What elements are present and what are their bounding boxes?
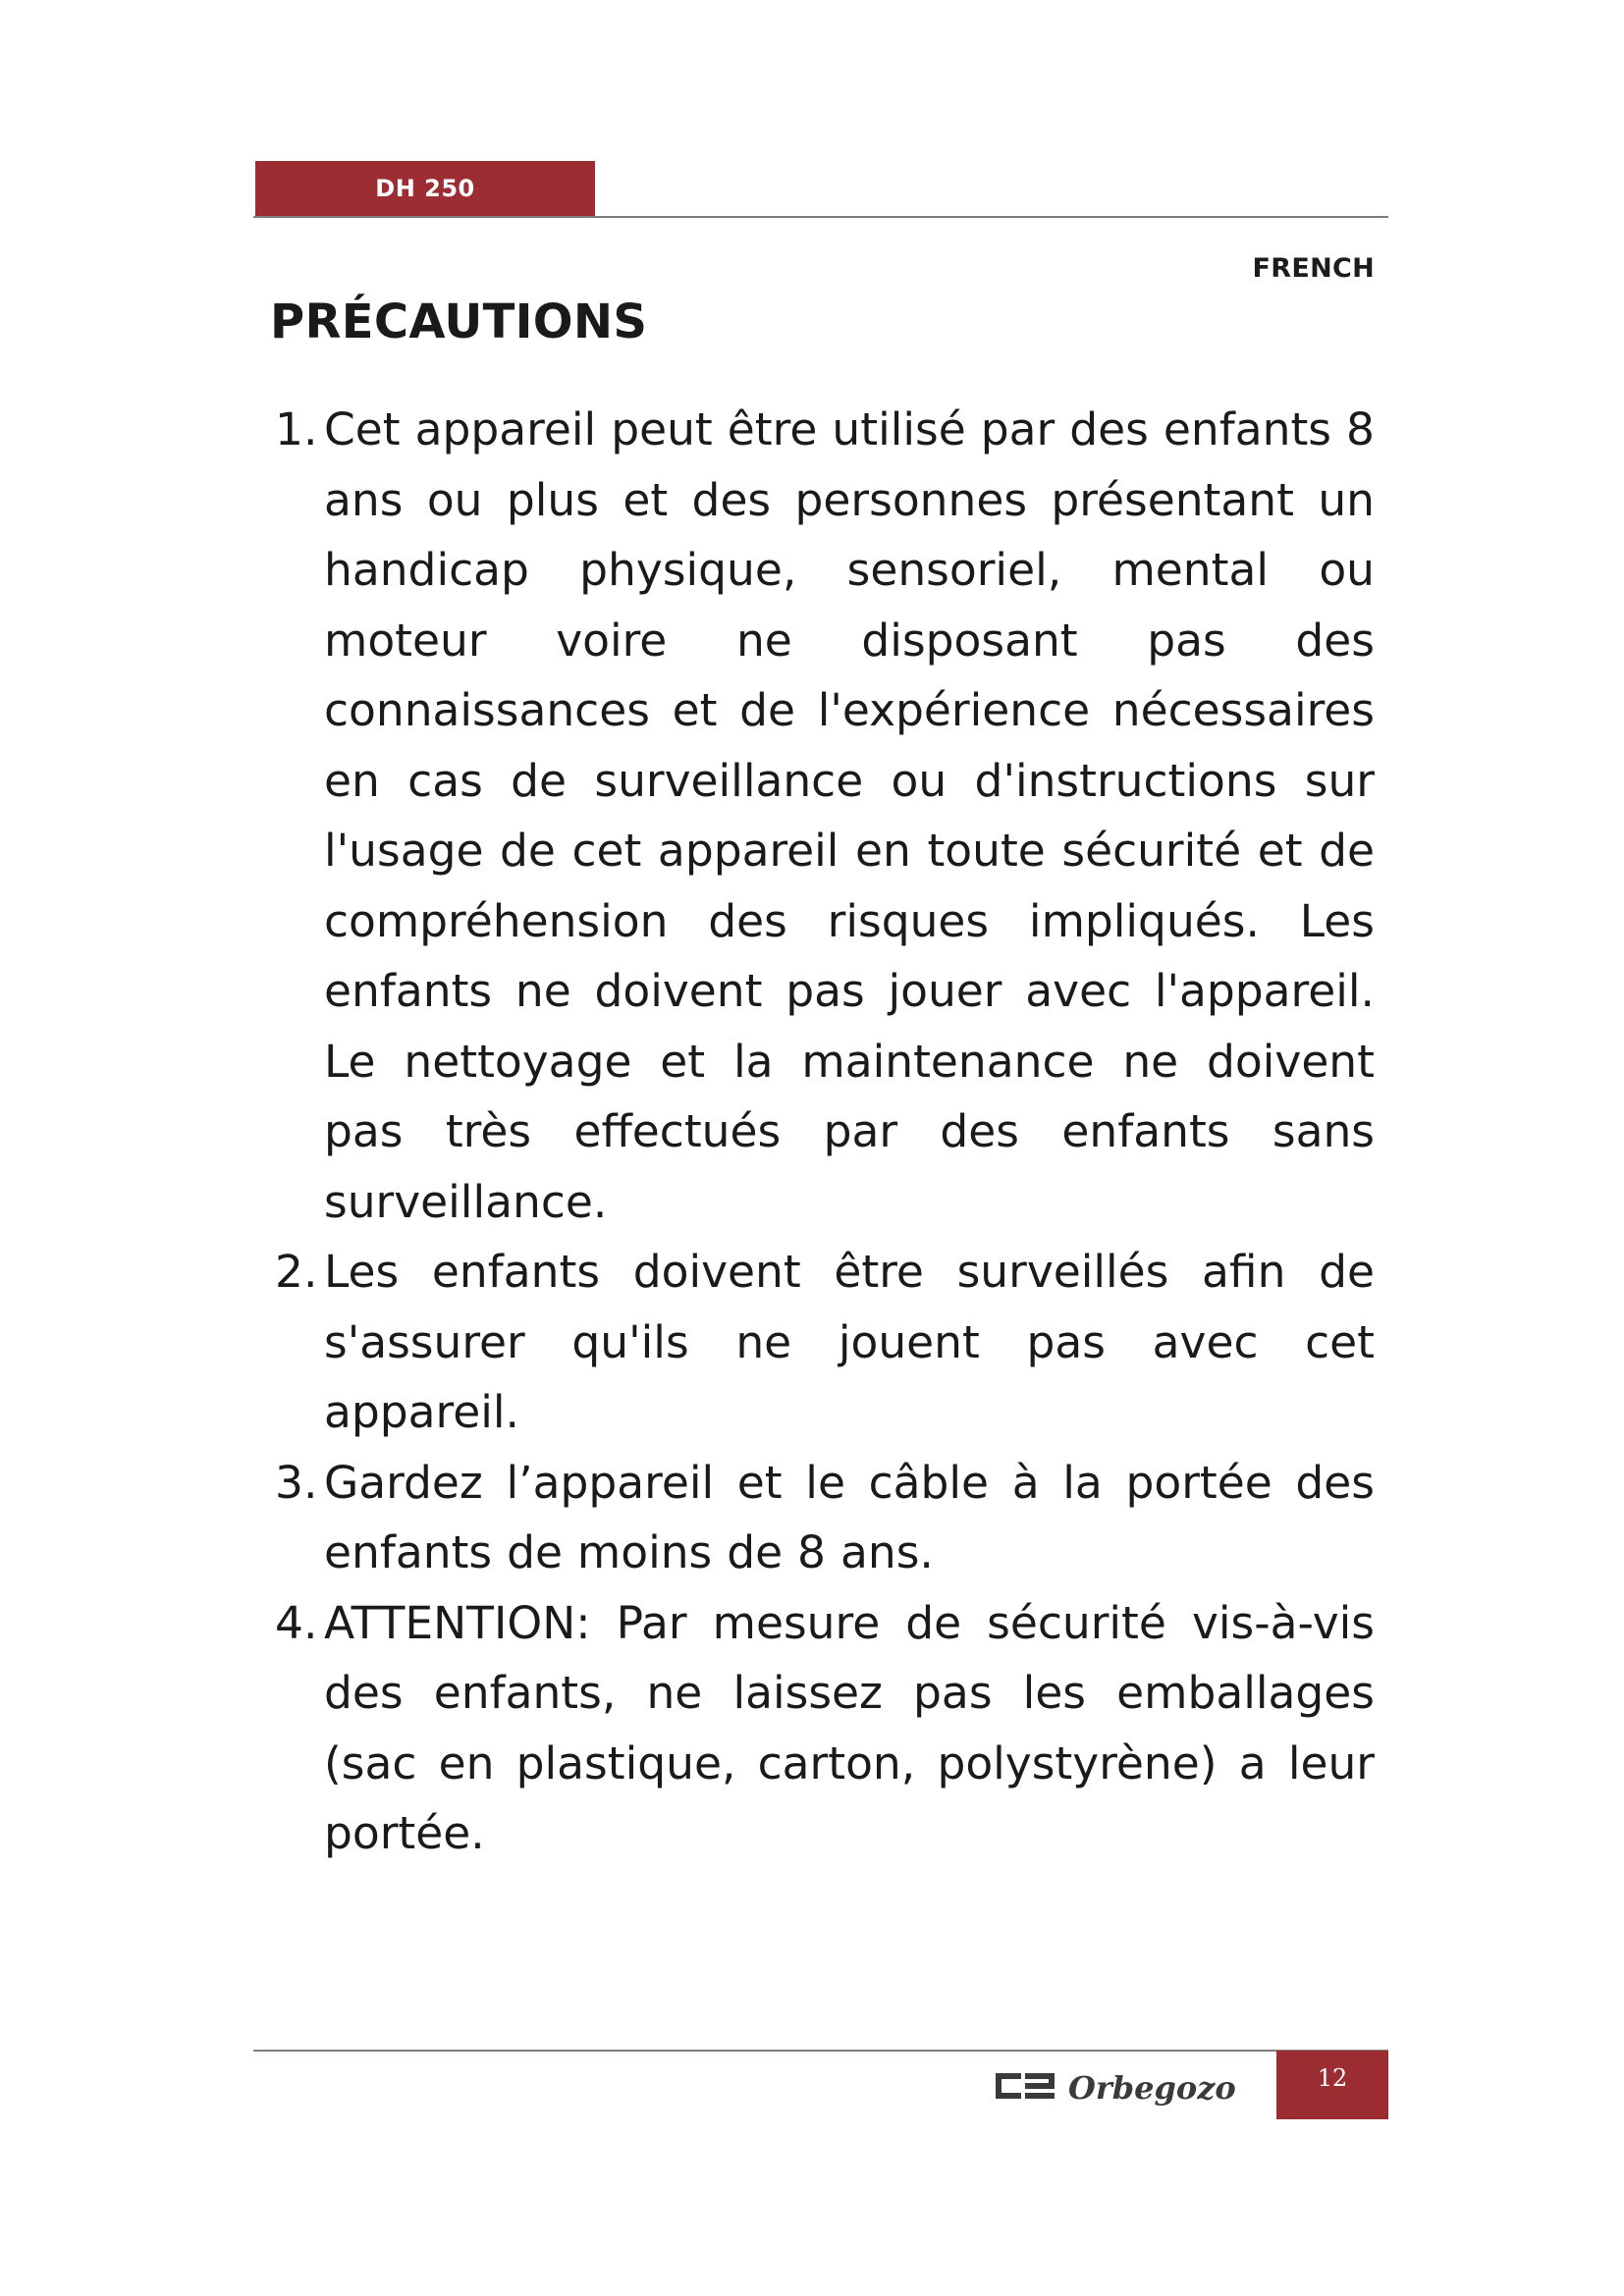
precautions-list [275,395,1375,1869]
model-tab [255,161,595,216]
header-divider [253,216,1388,218]
page-number-badge [1276,2051,1388,2119]
footer-divider [253,2050,1388,2052]
item-number: 4. [275,1596,318,1649]
item-number: 2. [275,1246,318,1298]
item-number: 3. [275,1456,318,1509]
precaution-item-1 [275,395,1375,1237]
item-text: Gardez l’appareil et le câble à la portée des enfants de moins de 8 ans. [324,1456,1375,1578]
orbegozo-logo-icon [994,2065,1257,2107]
precaution-item-2 [275,1237,1375,1448]
brand-name: Orbegozo [1068,2069,1236,2107]
page-number: 12 [1317,2064,1348,2092]
precaution-item-4 [275,1588,1375,1869]
language-label: FRENCH [1252,253,1375,284]
item-text: Les enfants doivent être surveillés afin de s'assurer qu'ils ne jouent pas avec cet appareil. [324,1246,1375,1438]
item-number: 1. [275,403,318,455]
item-text: Cet appareil peut être utilisé par des enfants 8 ans ou plus et des personnes présentant un handicap physique, sensoriel, mental ou moteur voire ne disposant pas des connaissances et de l'expérience nécessaires en cas de surveillance ou d'instructions sur l'usage de cet appareil en toute sécurité et de compréhension des risques impliqués. Les enfants ne doivent pas jouer avec l'appareil. Le nettoyage et la maintenance ne doivent pas très effectués par des enfants sans surveillance. [324,403,1375,1228]
precaution-item-3 [275,1448,1375,1588]
model-label: DH 250 [375,175,475,202]
item-text: ATTENTION: Par mesure de sécurité vis-à-vis des enfants, ne laissez pas les emballages (sac en plastique, carton, polystyrène) a leur portée. [324,1596,1375,1859]
brand-logo [994,2065,1257,2107]
page-title: PRÉCAUTIONS [270,294,648,349]
